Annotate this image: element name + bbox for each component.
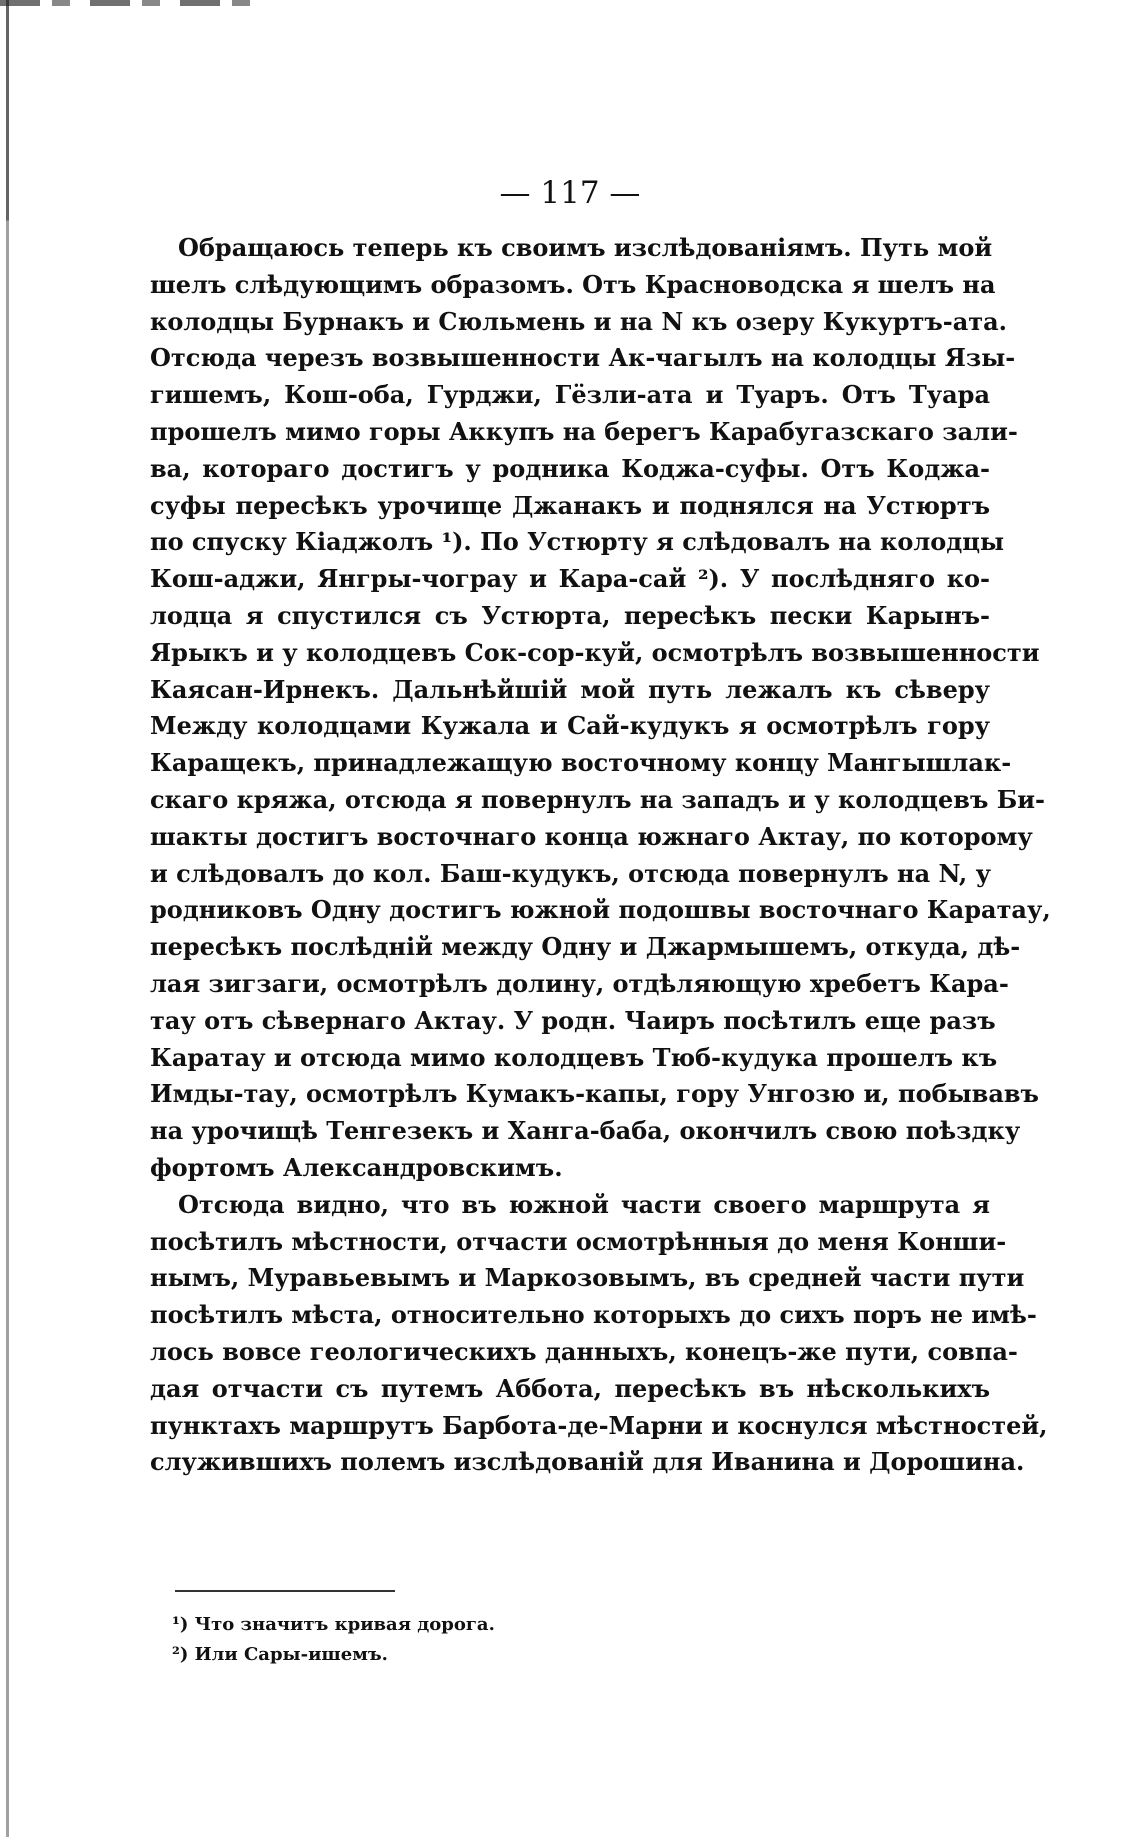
text-line: Ярыкъ и у колодцевъ Сок-сор-куй, осмотрѣлъ возвышенности <box>150 637 1040 667</box>
text-line: родниковъ Одну достигъ южной подошвы восточнаго Каратау, <box>150 895 1051 925</box>
text-line: пересѣкъ послѣдній между Одну и Джармышемъ, откуда, дѣ- <box>150 932 1021 962</box>
text-line: Каясан-Ирнекъ. Дальнѣйшій мой путь лежалъ къ сѣверу <box>150 674 990 704</box>
scan-edge-top <box>0 0 260 6</box>
footnote: ²) Или Сары-ишемъ. <box>172 1644 388 1665</box>
text-line: по спуску Кіаджолъ ¹). По Устюрту я слѣдовалъ на колодцы <box>150 527 1005 557</box>
text-line: прошелъ мимо горы Аккупъ на берегъ Карабугазскаго зали- <box>150 416 1018 446</box>
text-line: на урочищѣ Тенгезекъ и Ханга-баба, окончилъ свою поѣздку <box>150 1116 1021 1146</box>
text-line: Между колодцами Кужала и Сай-кудукъ я осмотрѣлъ гору <box>150 711 990 741</box>
paragraph-1 <box>150 230 1051 1187</box>
text-line: скаго кряжа, отсюда я повернулъ на западъ и у колодцевъ Би- <box>150 784 1045 814</box>
text-line: гишемъ, Кош-оба, Гурджи, Гёзли-ата и Туаръ. Отъ Туара <box>150 380 990 410</box>
text-line: колодцы Бурнакъ и Сюльмень и на N къ озеру Кукуртъ-ата. <box>150 306 1008 336</box>
text-line: Каратау и отсюда мимо колодцевъ Тюб-кудука прошелъ къ <box>150 1042 998 1072</box>
text-line: посѣтилъ мѣстности, отчасти осмотрѣнныя до меня Конши- <box>150 1226 1007 1256</box>
text-line: Обращаюсь теперь къ своимъ изслѣдованіямъ. Путь мой <box>178 233 993 262</box>
text-line: служившихъ полемъ изслѣдованій для Иванина и Дорошина. <box>150 1447 1025 1477</box>
paragraph-2 <box>150 1187 1048 1481</box>
footnote: ¹) Что значитъ кривая дорога. <box>172 1614 495 1635</box>
body-text <box>150 230 1051 1481</box>
text-line: Отсюда видно, что въ южной части своего маршрута я <box>178 1189 990 1219</box>
text-line: лось вовсе геологическихъ данныхъ, конецъ-же пути, совпа- <box>150 1336 1018 1366</box>
text-line: фортомъ Александровскимъ. <box>150 1152 563 1182</box>
text-line: нымъ, Муравьевымъ и Маркозовымъ, въ средней части пути <box>150 1263 1025 1293</box>
text-line: лодца я спустился съ Устюрта, пересѣкъ пески Карынъ- <box>150 600 990 630</box>
page-number: — 117 — <box>499 175 641 211</box>
text-line: и слѣдовалъ до кол. Баш-кудукъ, отсюда повернулъ на N, у <box>150 858 992 888</box>
footnote-divider <box>175 1590 395 1592</box>
text-line: лая зигзаги, осмотрѣлъ долину, отдѣляющую хребетъ Кара- <box>150 968 1009 998</box>
text-line: Имды-тау, осмотрѣлъ Кумакъ-капы, гору Унгозю и, побывавъ <box>150 1079 1039 1109</box>
text-line: ва, котораго достигъ у родника Коджа-суфы. Отъ Коджа- <box>150 453 990 483</box>
text-line: шакты достигъ восточнаго конца южнаго Актау, по которому <box>150 821 1033 851</box>
text-line: пунктахъ маршрутъ Барбота-де-Марни и коснулся мѣстностей, <box>150 1410 1048 1440</box>
text-line: Каращекъ, принадлежащую восточному концу Мангышлак- <box>150 748 1012 778</box>
text-line: суфы пересѣкъ урочище Джанакъ и поднялся на Устюртъ <box>150 490 990 520</box>
text-line: тау отъ сѣвернаго Актау. У родн. Чаиръ посѣтилъ еще разъ <box>150 1005 996 1035</box>
text-line: дая отчасти съ путемъ Аббота, пересѣкъ въ нѣсколькихъ <box>150 1373 990 1403</box>
scan-edge-left <box>6 0 9 1837</box>
footnotes <box>172 1610 495 1670</box>
text-line: Кош-аджи, Янгры-чограу и Кара-сай ²). У послѣдняго ко- <box>150 564 990 594</box>
text-line: шелъ слѣдующимъ образомъ. Отъ Красноводска я шелъ на <box>150 269 996 299</box>
text-line: посѣтилъ мѣста, относительно которыхъ до сихъ поръ не имѣ- <box>150 1300 1037 1330</box>
text-line: Отсюда черезъ возвышенности Ак-чагылъ на колодцы Язы- <box>150 343 1016 373</box>
